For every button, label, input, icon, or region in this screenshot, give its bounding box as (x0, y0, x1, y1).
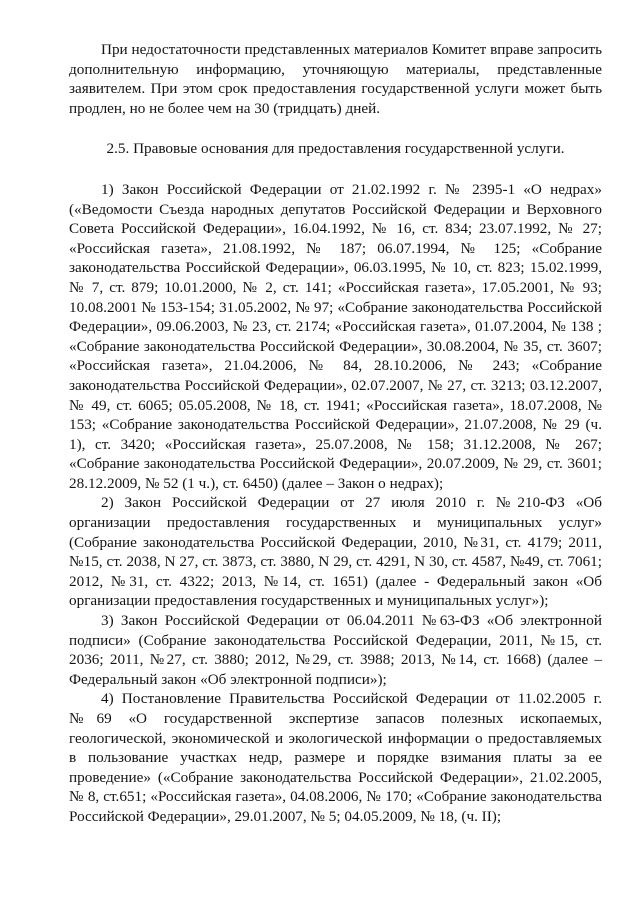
intro-paragraph: При недостаточности представленных материалов Комитет вправе запросить дополнительную информацию, уточняющую материалы, представленные заявителем. При этом срок предоставления государственной услуги может быть продлен, но не более чем на 30 (тридцать) дней. (69, 41, 602, 117)
legal-basis-item-4: 4) Постановление Правительства Российской Федерации от 11.02.2005 г. №69 «О государственной экспертизе запасов полезных ископаемых, геологической, экономической и экологической информации о предоставляемых в пользование участках недр, размере и порядке взимания платы за ее проведение» («Собрание законодательства Российской Федерации», 21.02.2005, № 8, ст.651; «Российская газета», 04.08.2006, № 170; «Собрание законодательства Российской Федерации», 29.01.2007, № 5; 04.05.2009, № 18, (ч. II); (69, 690, 602, 825)
legal-basis-item-1: 1) Закон Российской Федерации от 21.02.1992 г. № 2395-1 «О недрах» («Ведомости Съезда народных депутатов Российской Федерации и Верховного Совета Российской Федерации», 16.04.1992, № 16, ст. 834; 23.07.1992, № 27; «Российская газета», 21.08.1992, № 187; 06.07.1994, № 125; «Собрание законодательства Российской Федерации», 06.03.1995, № 10, ст. 823; 15.02.1999, № 7, ст. 879; 10.01.2000, № 2, ст. 141; «Российская газета», 17.05.2001, № 93; 10.08.2001 № 153-154; 31.05.2002, № 97; «Собрание законодательства Российской Федерации», 09.06.2003, № 23, ст. 2174; «Российская газета», 01.07.2004, № 138 ; «Собрание законодательства Российской Федерации», 30.08.2004, № 35, ст. 3607; «Российская газета», 21.04.2006, № 84, 28.10.2006, № 243; «Собрание законодательства Российской Федерации», 02.07.2007, № 27, ст. 3213; 03.12.2007, № 49, ст. 6065; 05.05.2008, № 18, ст. 1941; «Российская газета», 18.07.2008, № 153; «Собрание законодательства Российской Федерации», 21.07.2008, № 29 (ч. 1), ст. 3420; «Российская газета», 25.07.2008, № 158; 31.12.2008, № 267; «Собрание законодательства Российской Федерации», 20.07.2009, № 29, ст. 3601; 28.12.2009, № 52 (1 ч.), ст. 6450) (далее – Закон о недрах); (69, 180, 602, 492)
legal-basis-item-3: 3) Закон Российской Федерации от 06.04.2011 №63-ФЗ «Об электронной подписи» (Собрание законодательства Российской Федерации, 2011, №15, ст. 2036; 2011, №27, ст. 3880; 2012, №29, ст. 3988; 2013, №14, ст. 1668) (далее – Федеральный закон «Об электронной подписи»); (69, 612, 602, 688)
document-page (69, 40, 602, 827)
legal-basis-item-2: 2) Закон Российской Федерации от 27 июля 2010 г. №210-ФЗ «Об организации предоставления государственных и муниципальных услуг» (Собрание законодательства Российской Федерации, 2010, №31, ст. 4179; 2011, №15, ст. 2038, N 27, ст. 3873, ст. 3880, N 29, ст. 4291, N 30, ст. 4587, №49, ст. 7061; 2012, №31, ст. 4322; 2013, №14, ст. 1651) (далее - Федеральный закон «Об организации предоставления государственных и муниципальных услуг»); (69, 494, 602, 610)
section-heading: 2.5. Правовые основания для предоставления государственной услуги. (106, 140, 565, 158)
